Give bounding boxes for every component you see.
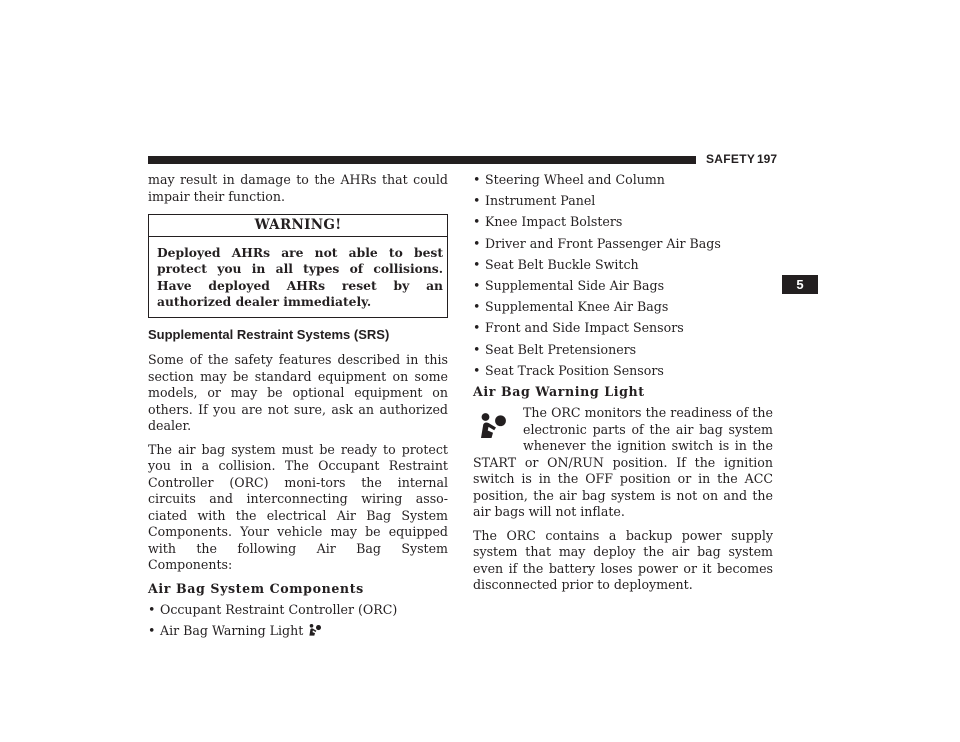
- page-number: 197: [757, 152, 778, 166]
- warning-light-text: The ORC monitors the readiness of the electronic parts of the air bag system whenever the ignition switch is in the START or ON/RUN position. If the ignition switch is in the OFF position or in the ACC position, the air bag system is not on and the air bags will not inflate.: [473, 405, 773, 520]
- list-item: [473, 193, 773, 210]
- srs-paragraph-2: The air bag system must be ready to protect you in a collision. The Occupant Restraint Controller (ORC) moni-tors the internal circuits and interconnecting wiring asso-ciated with the electrical Air Bag System Components. Your vehicle may be equipped with the following Air Bag System Components:: [148, 441, 448, 572]
- list-item: [473, 257, 773, 274]
- intro-paragraph: may result in damage to the AHRs that could impair their function.: [148, 172, 448, 204]
- list-item-text: Seat Belt Buckle Switch: [485, 256, 639, 272]
- srs-heading: Supplemental Restraint Systems (SRS): [148, 326, 390, 342]
- warning-title: WARNING!: [149, 215, 447, 237]
- chapter-tab: 5: [782, 275, 818, 294]
- components-list-right: [473, 172, 773, 379]
- list-item: [473, 172, 773, 189]
- list-item: [473, 236, 773, 253]
- bullet: •: [473, 172, 481, 187]
- backup-paragraph: The ORC contains a backup power supply system that may deploy the air bag system even if the battery loses power or it becomes disconnected prior to deployment.: [473, 527, 773, 593]
- list-item-text: Seat Belt Pretensioners: [485, 341, 637, 357]
- list-item-text: Air Bag Warning Light: [160, 623, 304, 639]
- list-item: [473, 214, 773, 231]
- air-bag-warning-icon: [473, 411, 519, 441]
- list-item-text: Driver and Front Passenger Air Bags: [485, 235, 721, 251]
- list-item-text: Steering Wheel and Column: [485, 172, 665, 187]
- list-item-text: Supplemental Side Air Bags: [485, 277, 665, 293]
- list-item-text: Front and Side Impact Sensors: [485, 320, 684, 336]
- bullet: •: [148, 623, 156, 639]
- header-rule: [148, 156, 696, 164]
- warning-light-heading: Air Bag Warning Light: [473, 383, 645, 399]
- list-item-text: Instrument Panel: [485, 193, 596, 209]
- left-column: [148, 172, 448, 646]
- components-list-left: [148, 602, 448, 642]
- list-item: [473, 320, 773, 337]
- list-item-text: Supplemental Knee Air Bags: [485, 299, 669, 315]
- list-item: [473, 342, 773, 359]
- bullet: •: [473, 341, 481, 357]
- bullet: •: [473, 320, 481, 336]
- warning-box: [148, 214, 448, 318]
- bullet: •: [473, 299, 481, 315]
- bullet: •: [473, 193, 481, 209]
- list-item: [473, 299, 773, 316]
- bullet: •: [148, 602, 156, 617]
- header-section-title: SAFETY: [706, 152, 756, 166]
- bullet: •: [473, 256, 481, 272]
- warning-light-paragraph: [473, 405, 773, 521]
- list-item-text: Seat Track Position Sensors: [485, 362, 664, 378]
- list-item: [473, 278, 773, 295]
- bullet: •: [473, 277, 481, 293]
- list-item-text: Occupant Restraint Controller (ORC): [160, 602, 398, 617]
- list-item-text: Knee Impact Bolsters: [485, 214, 623, 230]
- bullet: •: [473, 235, 481, 251]
- air-bag-warning-icon: [308, 623, 322, 642]
- bullet: •: [473, 214, 481, 230]
- components-heading: Air Bag System Components: [148, 580, 364, 596]
- list-item: [148, 602, 448, 619]
- list-item: [473, 363, 773, 380]
- right-column: [473, 172, 773, 601]
- warning-body: Deployed AHRs are not able to best protect you in all types of collisions. Have deployed AHRs reset by an authorized dealer immediately.: [157, 244, 443, 309]
- srs-paragraph-1: Some of the safety features described in this section may be standard equipment on some models, or may be optional equipment on others. If you are not sure, ask an authorized dealer.: [148, 352, 448, 433]
- bullet: •: [473, 362, 481, 378]
- list-item: [148, 623, 448, 642]
